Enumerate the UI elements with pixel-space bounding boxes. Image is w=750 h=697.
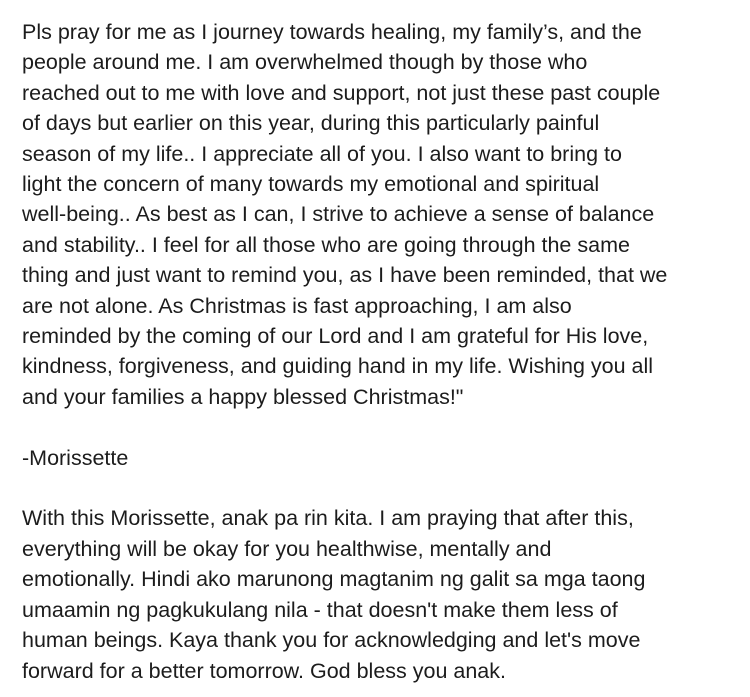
text-line: umaamin ng pagkukulang nila - that doesn't make them less of (22, 597, 618, 622)
post-text (22, 17, 744, 686)
text-line: emotionally. Hindi ako marunong magtanim ng galit sa mga taong (22, 567, 646, 592)
text-line: reached out to me with love and support, not just these past couple (22, 80, 661, 105)
text-line: Pls pray for me as I journey towards healing, my family’s, and the (22, 20, 642, 44)
text-line: well-being.. As best as I can, I strive to achieve a sense of balance (22, 202, 655, 227)
text-line: With this Morissette, anak pa rin kita. I am praying that after this, (22, 506, 634, 531)
reply-message (22, 503, 744, 685)
text-line: human beings. Kaya thank you for acknowledging and let's move (22, 628, 641, 653)
text-line: of days but earlier on this year, during this particularly painful (22, 111, 600, 136)
signature: -Morissette (22, 445, 129, 470)
text-line: kindness, forgiveness, and guiding hand in my life. Wishing you all (22, 354, 654, 379)
text-line: season of my life.. I appreciate all of you. I also want to bring to (22, 141, 622, 166)
text-line: thing and just want to remind you, as I have been reminded, that we (22, 263, 668, 288)
text-line: everything will be okay for you healthwise, mentally and (22, 536, 552, 561)
quoted-message (22, 17, 744, 412)
text-line: people around me. I am overwhelmed though by those who (22, 50, 588, 75)
text-line: and your families a happy blessed Christmas!" (22, 384, 464, 409)
text-line: are not alone. As Christmas is fast approaching, I am also (22, 293, 572, 318)
text-line: reminded by the coming of our Lord and I am grateful for His love, (22, 324, 649, 349)
paragraph-gap (22, 473, 744, 503)
paragraph-gap (22, 412, 744, 442)
text-line: light the concern of many towards my emotional and spiritual (22, 172, 600, 197)
text-line: and stability.. I feel for all those who are going through the same (22, 232, 630, 257)
text-line: forward for a better tomorrow. God bless you anak. (22, 658, 506, 683)
